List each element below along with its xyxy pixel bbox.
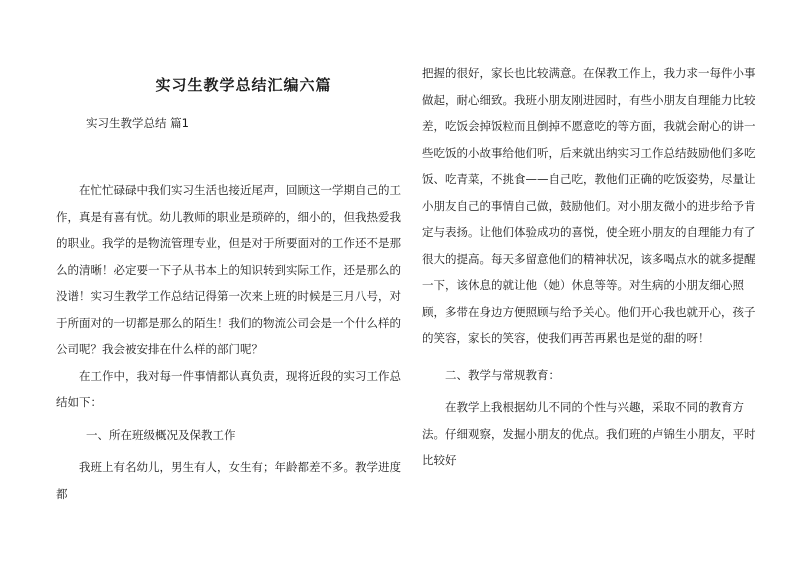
paragraph: 把握的很好，家长也比较满意。在保教工作上，我力求一每件小事做起，耐心细致。我班小朋友刚进园时，有些小朋友自理能力比较差，吃饭会掉饭粒而且倒掉不愿意吃的等方面，我就会耐心的讲一些吃饭的小故事给他们听，后来就出纳实习工作总结鼓励他们多吃饭、吃青菜，不挑食——自己吃，教他们正确的吃饭姿势，尽量让小朋友自己的事情自己做，鼓励他们。对小朋友微小的进步给予肯定与表扬。让他们体验成功的喜悦，使全班小朋友的自理能力有了很大的提高。每天多留意他们的精神状况，该多喝点水的就多提醒一下，该休息的就让他（她）休息等等。对生病的小朋友细心照顾，多带在身边方便照顾与给予关心。他们开心我也就开心，孩子的笑容，家长的笑容，使我们再苦再累也是觉的甜的呀！ — [422, 66, 756, 345]
document-title: 实习生教学总结汇编六篇 — [155, 76, 332, 94]
section-heading: 一、所在班级概况及保教工作 — [86, 427, 236, 442]
right-column — [422, 60, 757, 474]
paragraph: 在工作中，我对每一件事情都认真负责，现将近段的实习工作总结如下： — [56, 368, 401, 409]
section-heading: 二、教学与常规教育： — [445, 367, 560, 382]
paragraph: 在忙忙碌碌中我们实习生活也接近尾声，回顾这一学期自己的工作，真是有喜有忧。幼儿教师的职业是琐碎的，细小的，但我热爱我的职业。我学的是物流管理专业，但是对于所要面对的工作还不是那么的清晰！必定要一下子从书本上的知识转到实际工作，还是那么的没谱！实习生教学工作总结记得第一次来上班的时候是三月八号，对于所面对的一切都是那么的陌生！我们的物流公司会是一个什么样的公司呢？我会被安排在什么样的部门呢？ — [56, 183, 401, 356]
section-subtitle: 实习生教学总结 篇1 — [86, 116, 189, 130]
paragraph: 在教学上我根据幼儿不同的个性与兴趣，采取不同的教育方法。仔细观察，发掘小朋友的优点。我们班的卢锦生小朋友，平时比较好 — [422, 400, 756, 467]
paragraph: 我班上有名幼儿，男生有人，女生有；年龄都差不多。教学进度都 — [56, 460, 401, 501]
left-column — [56, 64, 401, 507]
